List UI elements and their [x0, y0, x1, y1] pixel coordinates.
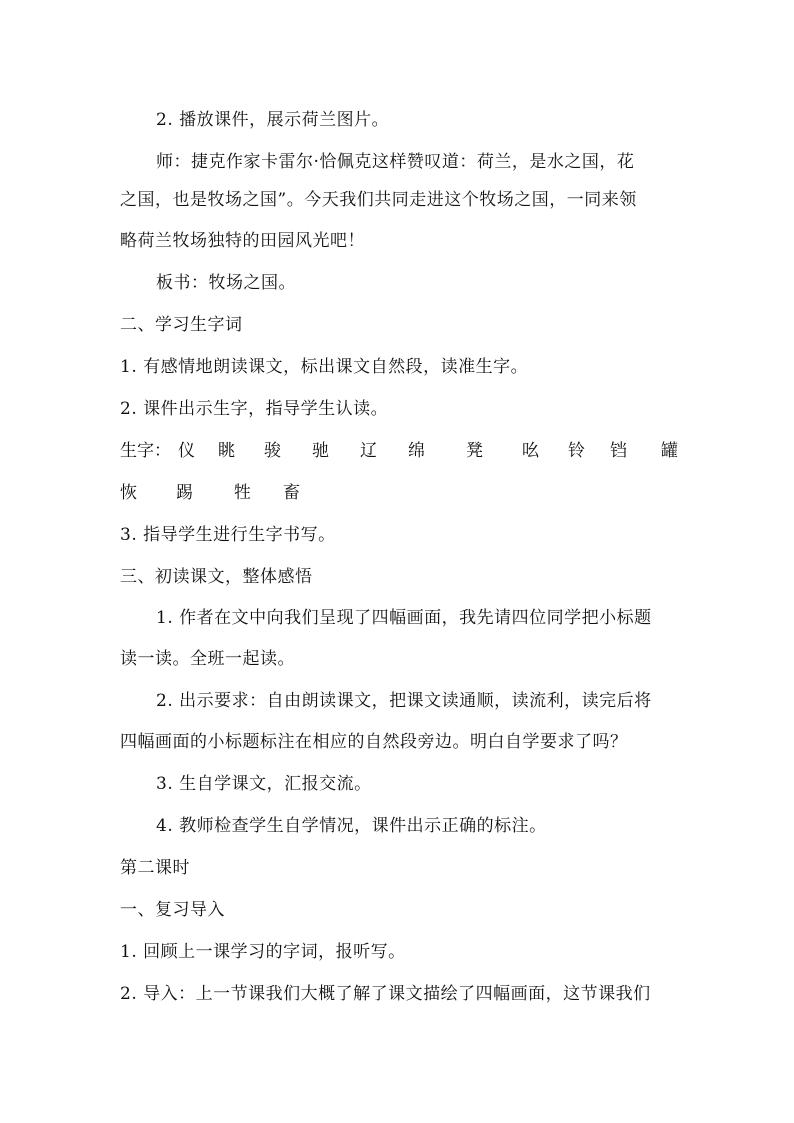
list-item-self-study: 3. 生自学课文，汇报交流。: [156, 774, 372, 794]
character: 绵: [408, 441, 425, 461]
new-characters-row2: [120, 482, 680, 504]
paragraph-teacher-quote-line1: 师：捷克作家卡雷尔·恰佩克这样赞叹道：荷兰，是水之国，花: [156, 152, 635, 172]
paragraph-step2-courseware: 2. 播放课件，展示荷兰图片。: [156, 110, 390, 130]
section-heading-first-reading: 三、初读课文，整体感悟: [120, 567, 313, 587]
character: 骏: [264, 441, 281, 461]
section-heading-learn-words: 二、学习生字词: [120, 315, 243, 335]
character: 踢: [176, 483, 193, 503]
paragraph-teacher-quote-line2: 之国，也是牧场之国”。今天我们共同走进这个牧场之国，一同来领: [120, 190, 637, 210]
list-item-four-pictures-line1: 1. 作者在文中向我们呈现了四幅画面，我先请四位同学把小标题: [156, 608, 652, 628]
list-item-introduction-line1: 2. 导入：上一节课我们大概了解了课文描绘了四幅画面，这节课我们: [120, 984, 651, 1004]
character: 罐: [661, 441, 678, 461]
list-item-teacher-check: 4. 教师检查学生自学情况，课件出示正确的标注。: [156, 816, 547, 836]
list-item-writing-practice: 3. 指导学生进行生字书写。: [120, 525, 336, 545]
character: 凳: [466, 441, 483, 461]
character: 仪: [178, 441, 195, 461]
list-item-show-characters: 2. 课件出示生字，指导学生认读。: [120, 399, 389, 419]
character: 畜: [283, 483, 300, 503]
character: 驰: [312, 441, 329, 461]
character: 吆: [522, 441, 539, 461]
character: 铃: [568, 441, 585, 461]
character: 铛: [610, 441, 627, 461]
character: 眺: [218, 441, 235, 461]
list-item-requirements-line2: 四幅画面的小标题标注在相应的自然段旁边。明白自学要求了吗？: [120, 732, 628, 752]
paragraph-blackboard: 板书：牧场之国。: [156, 273, 296, 293]
character: 辽: [360, 441, 377, 461]
new-characters-label: 生字：: [120, 441, 171, 461]
paragraph-teacher-quote-line3: 略荷兰牧场独特的田园风光吧！: [120, 231, 365, 251]
list-item-read-aloud: 1. 有感情地朗读课文，标出课文自然段，读准生字。: [120, 357, 529, 377]
section-heading-review: 一、复习导入: [120, 900, 225, 920]
list-item-dictation: 1. 回顾上一课学习的字词，报听写。: [120, 942, 406, 962]
character: 恢: [120, 483, 137, 503]
new-characters-row1: [120, 440, 680, 462]
character: 牲: [234, 483, 251, 503]
lesson-heading-second: 第二课时: [120, 858, 190, 878]
list-item-four-pictures-line2: 读一读。全班一起读。: [120, 649, 295, 669]
list-item-requirements-line1: 2. 出示要求：自由朗读课文，把课文读通顺，读流利，读完后将: [156, 691, 652, 711]
